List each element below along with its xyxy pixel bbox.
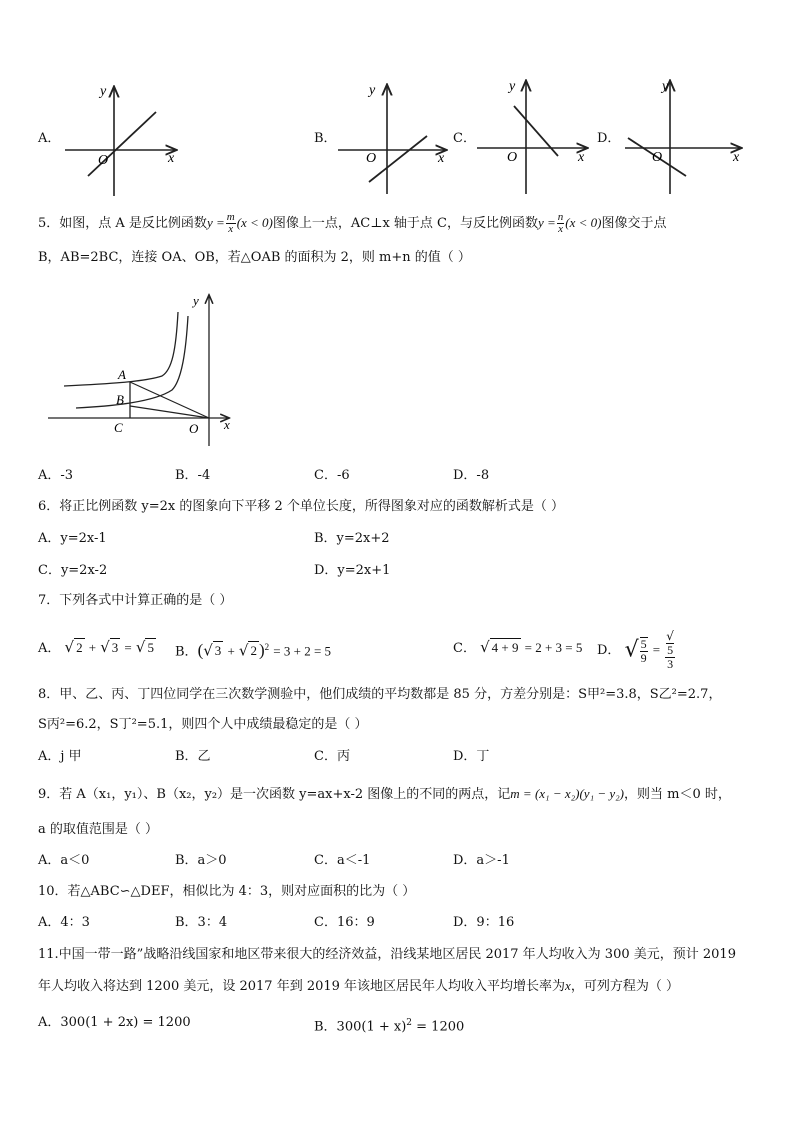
q8-stem-line-1: 8．甲、乙、丙、丁四位同学在三次数学测验中，他们成绩的平均数都是 85 分，方差分别是：S甲²=3.8，S乙²=2.7， [38, 687, 722, 702]
q7-stem: 7．下列各式中计算正确的是（ ） [38, 593, 233, 608]
q4-option-a-label: A． [38, 131, 61, 146]
point-b-label: B [116, 392, 124, 407]
axis-x-label: x [438, 151, 445, 166]
q8-option-c[interactable]: C．丙 [314, 749, 350, 764]
q4-option-c-label: C． [453, 131, 476, 146]
q8-option-d[interactable]: D．丁 [453, 749, 490, 764]
q4-graph-d [622, 76, 748, 196]
q10-option-b[interactable]: B．3：4 [175, 915, 228, 930]
q7-option-a[interactable]: A． √ 2 + √ 3 = √ 5 [38, 638, 154, 656]
q6-option-d[interactable]: D．y=2x+1 [314, 563, 391, 578]
q8-option-a[interactable]: A．j 甲 [38, 749, 82, 764]
q11-stem-line-1: 11.中国一带一路”战略沿线国家和地区带来很大的经济效益，沿线某地区居民 2017 年人均收入为 300 美元，预计 2019 [38, 947, 736, 962]
q9-option-b[interactable]: B．a＞0 [175, 853, 227, 868]
axis-x-label: x [168, 151, 175, 166]
axis-y-label: y [662, 79, 669, 94]
q5-option-d[interactable]: D．-8 [453, 468, 490, 483]
q8-option-b[interactable]: B．乙 [175, 749, 211, 764]
q6-option-b[interactable]: B．y=2x+2 [314, 531, 390, 546]
q7-option-b[interactable]: B．(√ 3 + √ 2 )$^2$ = 3 + 2 = 5 [175, 640, 332, 660]
q5-option-b[interactable]: B．-4 [175, 468, 211, 483]
q10-stem: 10．若△ABC∽△DEF，相似比为 4：3，则对应面积的比为（ ） [38, 884, 416, 899]
q4-graph-b [335, 80, 457, 196]
axis-x-label: x [578, 150, 585, 165]
q4-graph-a [60, 82, 190, 198]
point-a-label: A [118, 367, 126, 382]
q8-stem-line-2: S丙²=6.2，S丁²=5.1，则四个人中成绩最稳定的是（ ） [38, 717, 368, 732]
q6-option-c[interactable]: C．y=2x-2 [38, 563, 108, 578]
q9-option-d[interactable]: D．a＞-1 [453, 853, 510, 868]
q5-option-c[interactable]: C．-6 [314, 468, 350, 483]
q10-option-a[interactable]: A．4：3 [38, 915, 90, 930]
q6-stem: 6．将正比例函数 y=2x 的图象向下平移 2 个单位长度，所得图象对应的函数解析式是（ ） [38, 499, 565, 514]
q4-option-d-label: D． [597, 131, 621, 146]
origin-label: O [98, 153, 109, 168]
axis-x-label: x [733, 150, 740, 165]
q5-figure [44, 290, 244, 450]
axis-y-label: y [369, 83, 376, 98]
q5-option-a[interactable]: A．-3 [38, 468, 74, 483]
fig-y-label: y [193, 293, 199, 308]
q4-option-b-label: B． [314, 131, 337, 146]
origin-label: O [366, 151, 377, 166]
axis-y-label: y [509, 79, 516, 94]
fig-x-label: x [224, 417, 230, 432]
q7-option-c[interactable]: C． √ 4 + 9 = 2 + 3 = 5 [453, 638, 583, 656]
q10-option-c[interactable]: C．16：9 [314, 915, 375, 930]
q11-option-b[interactable]: B．$300(1 + x)^2 = 1200$ [314, 1018, 465, 1035]
q5-stem-line-2: B，AB=2BC，连接 OA、OB，若△OAB 的面积为 2，则 m+n 的值（ ） [38, 250, 471, 265]
q11-option-a[interactable]: A．300(1 + 2x) = 1200 [38, 1015, 191, 1030]
axis-y-label: y [100, 84, 107, 99]
q10-option-d[interactable]: D．9：16 [453, 915, 515, 930]
q9-stem-line-1: 9．若 A（x₁，y₁）、B（x₂，y₂）是一次函数 y=ax+x-2 图像上的不同的两点，记m = (x₁ − x₂)(y₁ − y₂)，则当 m＜0 时， [38, 786, 731, 802]
point-c-label: C [114, 420, 123, 435]
q7-option-d[interactable]: D． √ $\frac{5}{9}$ = √ 5 3 [597, 629, 674, 671]
point-o-label: O [189, 421, 199, 436]
q11-stem-line-2: 年人均收入将达到 1200 美元，设 2017 年到 2019 年该地区居民年人均收入平均增长率为x，可列方程为（ ） [38, 978, 679, 994]
origin-label: O [507, 150, 518, 165]
q4-graph-c [474, 76, 596, 196]
q9-stem-line-2: a 的取值范围是（ ） [38, 822, 159, 837]
origin-label: O [652, 150, 663, 165]
q9-option-c[interactable]: C．a＜-1 [314, 853, 371, 868]
q6-option-a[interactable]: A．y=2x-1 [38, 531, 107, 546]
q9-option-a[interactable]: A．a＜0 [38, 853, 90, 868]
q5-stem-line-1: 5．如图，点 A 是反比例函数y = $\frac{m}{x}$ (x < 0)图像上一点，AC⊥x 轴于点 C，与反比例函数y = $\frac{n}{x}$ (x < 0)图像交于点 [38, 211, 667, 235]
